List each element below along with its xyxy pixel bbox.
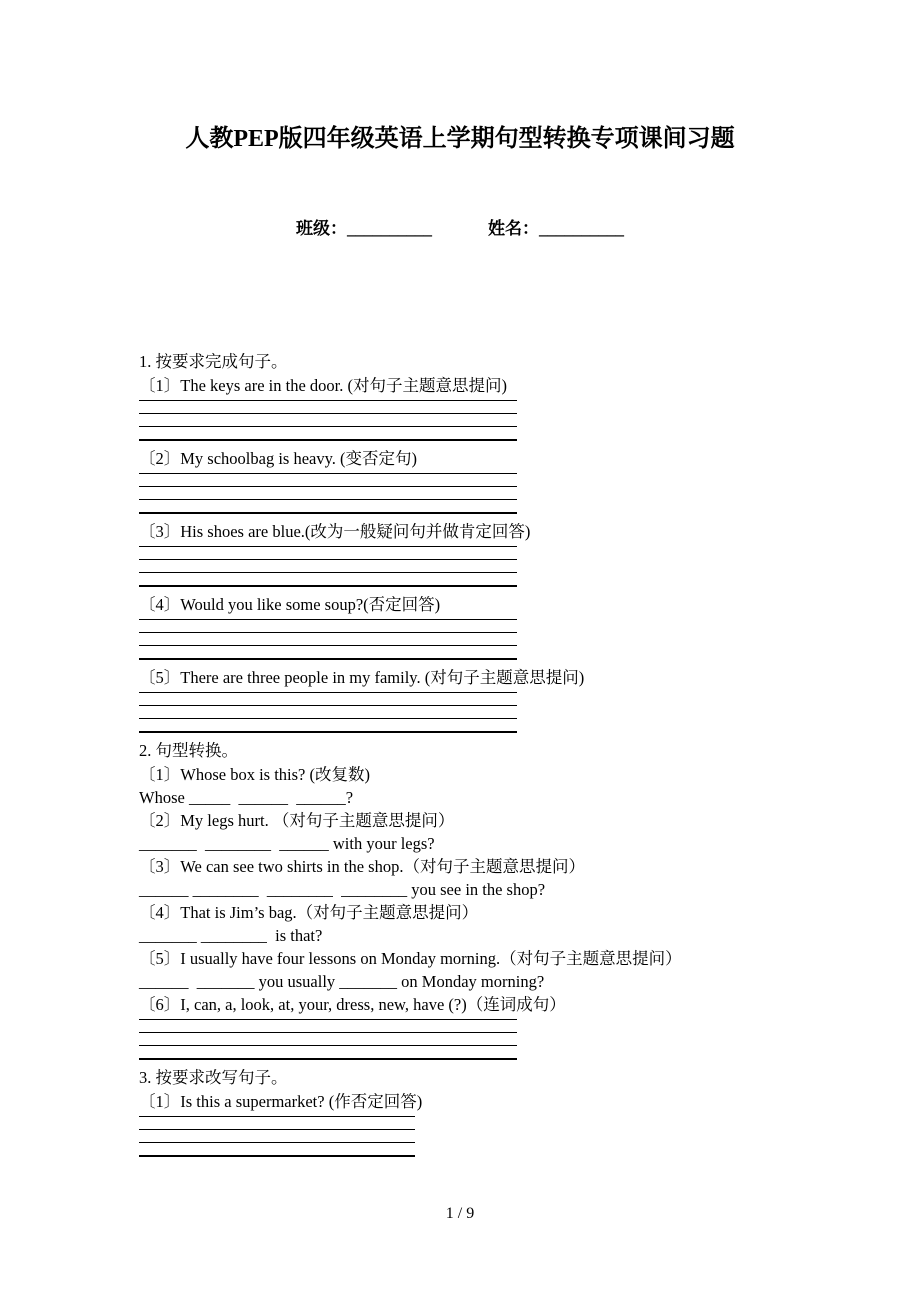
answer-lines[interactable] bbox=[139, 1019, 819, 1060]
section-1-item-3: 〔3〕His shoes are blue.(改为一般疑问句并做肯定回答) bbox=[139, 522, 531, 541]
section-2-heading: 2. 句型转换。 bbox=[139, 741, 238, 760]
section-2-item-5: 〔5〕I usually have four lessons on Monday morning.（对句子主题意思提问） bbox=[139, 949, 682, 968]
section-1-heading: 1. 按要求完成句子。 bbox=[139, 352, 288, 371]
answer-lines[interactable] bbox=[139, 692, 819, 733]
section-2-answer-4[interactable]: _______ ________ is that? bbox=[139, 926, 323, 945]
section-2-item-1: 〔1〕Whose box is this? (改复数) bbox=[139, 765, 370, 784]
section-2-item-3: 〔3〕We can see two shirts in the shop.（对句子主题意思提问） bbox=[139, 857, 585, 876]
section-1-item-4: 〔4〕Would you like some soup?(否定回答) bbox=[139, 595, 441, 614]
answer-lines[interactable] bbox=[139, 619, 819, 660]
section-2-item-6: 〔6〕I, can, a, look, at, your, dress, new, have (?)（连词成句） bbox=[139, 995, 566, 1014]
answer-lines[interactable] bbox=[139, 546, 819, 587]
name-field[interactable]: 姓名：__________ bbox=[488, 219, 624, 238]
section-1-item-1: 〔1〕The keys are in the door. (对句子主题意思提问) bbox=[139, 376, 507, 395]
page-number: 1 / 9 bbox=[445, 1205, 475, 1222]
page-title: 人教PEP版四年级英语上学期句型转换专项课间习题 bbox=[185, 126, 735, 152]
answer-lines[interactable] bbox=[139, 1116, 819, 1157]
exercise-content bbox=[139, 350, 819, 1163]
section-1-item-2: 〔2〕My schoolbag is heavy. (变否定句) bbox=[139, 449, 418, 468]
section-2-answer-1[interactable]: Whose _____ ______ ______? bbox=[139, 788, 354, 807]
answer-lines[interactable] bbox=[139, 400, 819, 441]
section-2-answer-2[interactable]: _______ ________ ______ with your legs? bbox=[139, 834, 435, 853]
section-2-item-4: 〔4〕That is Jim’s bag.（对句子主题意思提问） bbox=[139, 903, 479, 922]
section-1-item-5: 〔5〕There are three people in my family. (对句子主题意思提问) bbox=[139, 668, 585, 687]
section-2-item-2: 〔2〕My legs hurt. （对句子主题意思提问） bbox=[139, 811, 455, 830]
section-2-answer-3[interactable]: ______ ________ ________ ________ you see in the shop? bbox=[139, 880, 546, 899]
section-3-item-1: 〔1〕Is this a supermarket? (作否定回答) bbox=[139, 1092, 423, 1111]
answer-lines[interactable] bbox=[139, 473, 819, 514]
class-field[interactable]: 班级：__________ bbox=[296, 219, 432, 238]
section-3-heading: 3. 按要求改写句子。 bbox=[139, 1068, 288, 1087]
section-2-answer-5[interactable]: ______ _______ you usually _______ on Monday morning? bbox=[139, 972, 545, 991]
class-name-line bbox=[0, 214, 920, 239]
